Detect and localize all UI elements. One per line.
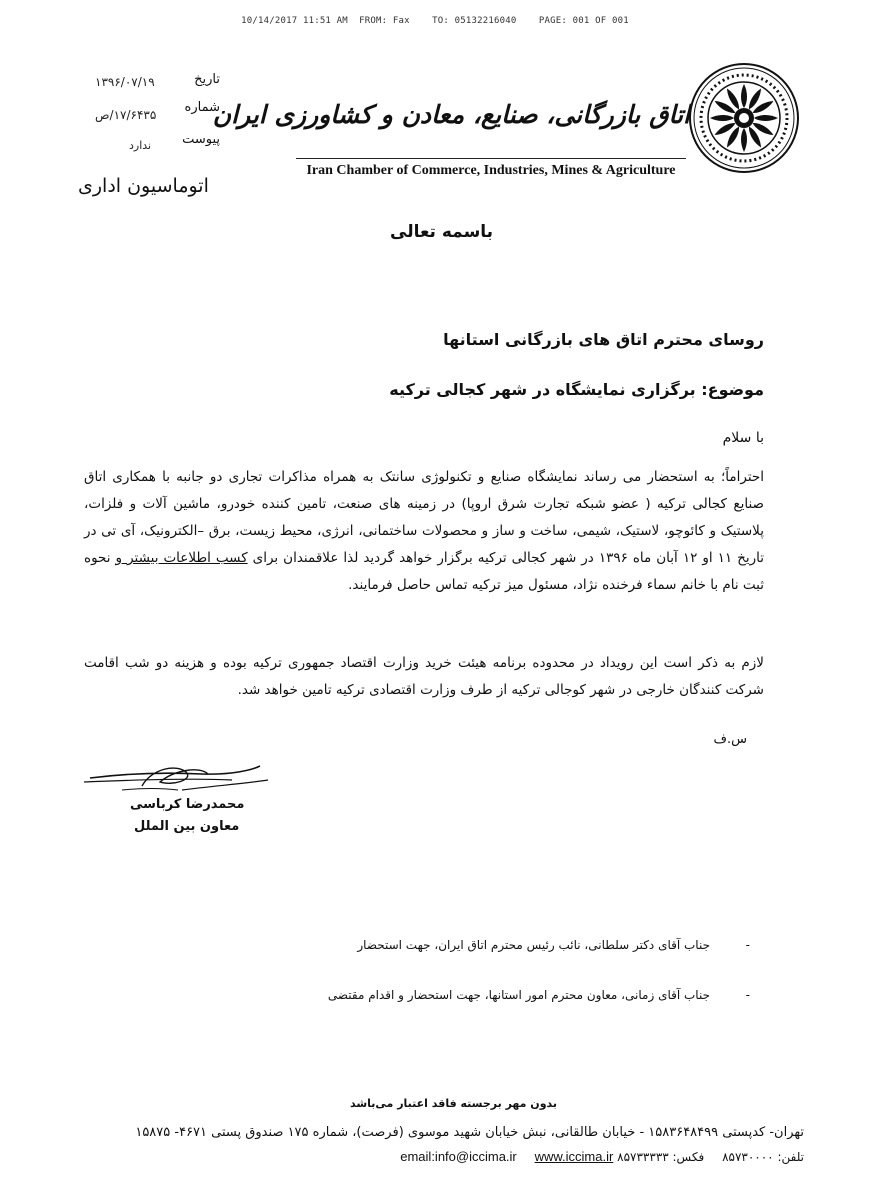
footer-phone: تلفن: ۸۵۷۳۰۰۰۰ xyxy=(722,1150,804,1164)
cc-item xyxy=(357,938,750,952)
date-value: ۱۳۹۶/۰۷/۱۹ xyxy=(95,75,155,89)
letterhead-rule xyxy=(296,158,686,159)
number-value: ۱۷/۶۴۳۵/ص xyxy=(95,108,157,122)
footer-website-link[interactable]: www.iccima.ir xyxy=(534,1149,614,1164)
cc-text: جناب آقای زمانی، معاون محترم امور استانها، جهت استحضار و اقدام مقتضی xyxy=(327,988,710,1002)
cc-text: جناب آقای دکتر سلطانی، نائب رئیس محترم اتاق ایران، جهت استحضار xyxy=(357,938,710,952)
date-label: تاریخ xyxy=(194,72,220,87)
salutation: با سلام xyxy=(722,430,764,446)
footer-contact xyxy=(386,1149,804,1164)
footer-address: تهران- کدپستی ۱۵۸۳۶۴۸۴۹۹ - خیابان طالقانی، نبش خیابان شهید موسوی (فرصت)، شماره ۱۷۵ صندوق پستی ۴۶۷۱- ۱۵۸۷۵ xyxy=(135,1125,804,1140)
signer-name: محمدرضا کرباسی xyxy=(130,797,245,812)
organization-name-en: Iran Chamber of Commerce, Industries, Mines & Agriculture xyxy=(306,163,676,178)
department-stamp: اتوماسیون اداری xyxy=(78,175,209,197)
cc-item xyxy=(327,988,750,1002)
paragraph-1-continuation: نحوه ثبت نام با خانم سماء فرخنده نژاد، مسئول میز ترکیه تماس حاصل فرمایند. xyxy=(84,550,764,593)
bismillah-heading: باسمه تعالی xyxy=(390,222,494,242)
initials: س.ف xyxy=(713,732,747,747)
cc-bullet: - xyxy=(745,988,750,1002)
body-paragraph-2: لازم به ذکر است این رویداد در محدوده برنامه هیئت خرید وزارت اقتصاد جمهوری ترکیه بوده و هزینه دو شب اقامت شرکت کنندگان خارجی در شهر کوجالی ترکیه از طرف وزارت اقتصادی ترکیه تامین خواهد شد. xyxy=(84,655,764,698)
subject-line: موضوع: برگزاری نمایشگاه در شهر کجالی ترکیه xyxy=(389,380,764,399)
signer-title: معاون بین الملل xyxy=(134,819,240,834)
paragraph-1-text: احتراماً؛ به استحضار می رساند نمایشگاه صنایع و تکنولوژی سانتک به همراه مذاکرات تجاری دو جانبه با همکاری اتاق صنایع کجالی ترکیه ( عضو شبکه تجارت شرق اروپا) در زمینه های صنعت، تامین کننده خودرو، ماشین آلات و فلزات، پلاستیک و کائوچو، لاستیک، شیمی، ساخت و ساز و محصولات ساختمانی، انرژی، محیط زیست، برق –الکترونیک، آی تی در تاریخ ۱۱ او ۱۲ آبان ماه ۱۳۹۶ در شهر کجالی ترکیه برگزار خواهد گردید لذا علاقمندان برای xyxy=(84,469,765,566)
paragraph-1-underlined: کسب اطلاعات بیشتر و xyxy=(115,550,248,566)
cc-bullet: - xyxy=(745,938,750,952)
fax-header: 10/14/2017 11:51 AM FROM: Fax TO: 05132216040 PAGE: 001 OF 001 xyxy=(241,16,629,26)
organization-name-fa: اتاق بازرگانی، صنایع، معادن و کشاورزی ایران xyxy=(212,100,690,129)
footer-fax: فکس: ۸۵۷۳۳۳۳۳ xyxy=(617,1150,705,1164)
chamber-logo-icon xyxy=(688,62,800,174)
recipient-line: روسای محترم اتاق های بازرگانی استانها xyxy=(443,330,764,349)
footer-note: بدون مهر برجسته فاقد اعتبار می‌باشد xyxy=(350,1097,558,1110)
attachment-value: ندارد xyxy=(129,139,152,152)
number-label: شماره xyxy=(184,100,220,115)
attachment-label: پیوست xyxy=(182,132,220,147)
body-paragraph-1 xyxy=(84,464,764,599)
footer-email[interactable]: email:info@iccima.ir xyxy=(400,1149,517,1164)
